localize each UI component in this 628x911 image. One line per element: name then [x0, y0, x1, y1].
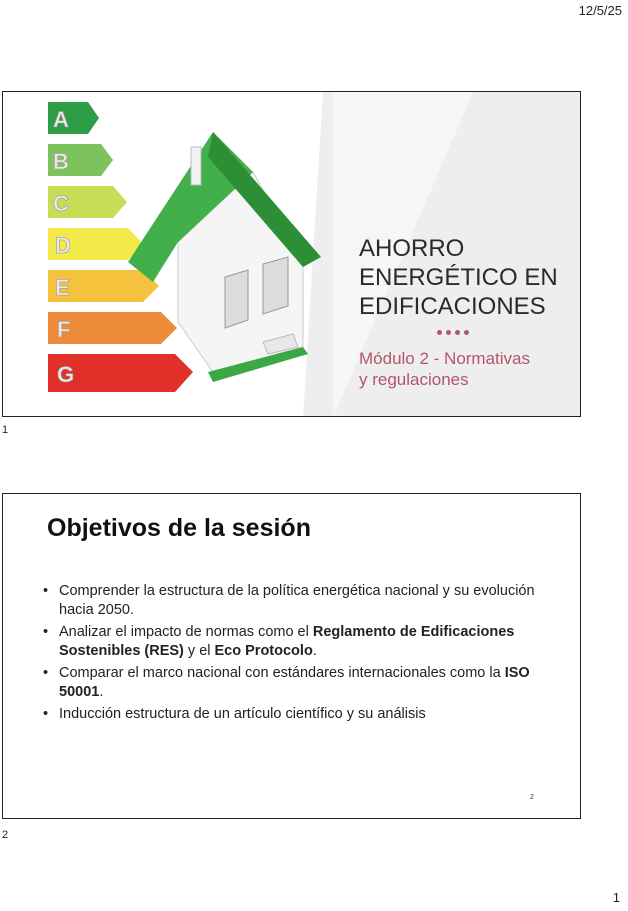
title-line: AHORRO — [359, 235, 465, 262]
energy-label-f: F — [57, 317, 71, 342]
text-run: . — [312, 643, 317, 659]
page-number: 1 — [612, 890, 620, 905]
text-run: Inducción estructura de un artículo científico y su análisis — [59, 706, 426, 722]
bold-text: Eco Protocolo — [214, 643, 313, 659]
text-run: Comparar el marco nacional con estándares internacionales como la — [59, 665, 505, 681]
objective-item — [43, 664, 553, 702]
house-illustration — [128, 132, 321, 382]
energy-label-a: A — [53, 107, 69, 132]
text-run: y el — [183, 643, 215, 659]
document-date: 12/5/25 — [578, 3, 622, 18]
objective-item — [43, 623, 553, 661]
energy-label-e: E — [55, 275, 70, 300]
objective-item — [43, 582, 553, 620]
energy-label-c: C — [53, 191, 69, 216]
energy-label-d: D — [55, 233, 71, 258]
slide-2-title: Objetivos de la sesión — [47, 514, 311, 542]
bold-text: Reglamento de Edificaciones Sostenibles (RES) — [59, 624, 515, 659]
slide-1-number: 1 — [2, 424, 9, 436]
subtitle-line: Módulo 2 - Normativas — [359, 349, 531, 368]
slide-2-number: 2 — [2, 829, 9, 841]
objective-item — [43, 705, 553, 724]
bold-text: ISO 50001 — [59, 665, 530, 700]
objectives-list — [43, 582, 553, 727]
text-run: Comprender la estructura de la política energética nacional y su evolución hacia 2050. — [59, 583, 535, 618]
decorative-dots — [437, 330, 469, 338]
text-run: Analizar el impacto de normas como el — [59, 624, 313, 640]
slide-2-inner-number: 2 — [530, 794, 534, 801]
energy-label-g: G — [57, 362, 75, 387]
energy-label-b: B — [53, 149, 69, 174]
text-run: . — [99, 684, 104, 700]
slide-1 — [2, 91, 581, 417]
title-line: EDIFICACIONES — [359, 293, 546, 320]
title-line: ENERGÉTICO EN — [359, 264, 558, 291]
subtitle-line: y regulaciones — [359, 370, 469, 389]
slide-2 — [2, 493, 581, 819]
slide-1-subtitle — [359, 348, 574, 390]
slide-1-title — [359, 234, 574, 321]
